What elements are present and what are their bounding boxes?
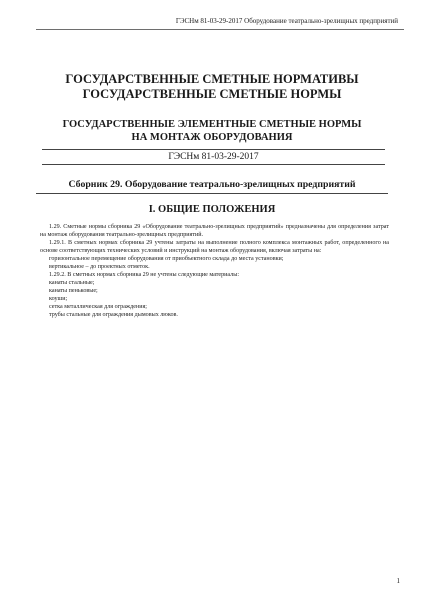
section-title: I. ОБЩИЕ ПОЛОЖЕНИЯ bbox=[148, 204, 276, 215]
list-item: коуши; bbox=[49, 296, 68, 302]
main-title-line-1: ГОСУДАРСТВЕННЫЕ СМЕТНЫЕ НОРМАТИВЫ bbox=[65, 72, 359, 86]
page-number: 1 bbox=[396, 577, 400, 585]
document-code: ГЭСНм 81-03-29-2017 bbox=[42, 149, 385, 165]
main-title-line-2: ГОСУДАРСТВЕННЫЕ СМЕТНЫЕ НОРМЫ bbox=[82, 87, 342, 101]
paragraph-1-29-1: 1.29.1. В сметных нормах сборника 29 учтены затраты на выполнение полного комплекса монтажных работ, определенного на основе соответствующих технических условий и инструкций на монтаж оборудования, включая затраты на: bbox=[40, 240, 389, 254]
body-text bbox=[40, 223, 389, 319]
main-title bbox=[30, 72, 394, 102]
running-header: ГЭСНм 81-03-29-2017 Оборудование театрально-зрелищных предприятий bbox=[175, 17, 398, 25]
list-item: горизонтальное перемещение оборудования от приобъектного склада до места установки; bbox=[49, 256, 284, 262]
collection-rule bbox=[36, 193, 388, 194]
header-rule bbox=[36, 29, 404, 30]
sub-title bbox=[30, 119, 394, 144]
sub-title-line-2: НА МОНТАЖ ОБОРУДОВАНИЯ bbox=[131, 131, 293, 143]
list-item: канаты стальные; bbox=[49, 280, 95, 286]
paragraph-1-29-2: 1.29.2. В сметных нормах сборника 29 не учтены следующие материалы: bbox=[49, 272, 240, 278]
list-item: трубы стальные для ограждения дымовых люков. bbox=[49, 312, 178, 318]
list-item: канаты пеньковые; bbox=[49, 288, 98, 294]
collection-title: Сборник 29. Оборудование театрально-зрелищных предприятий bbox=[68, 179, 356, 190]
list-item: вертикальное – до проектных отметок. bbox=[49, 264, 150, 270]
sub-title-line-1: ГОСУДАРСТВЕННЫЕ ЭЛЕМЕНТНЫЕ СМЕТНЫЕ НОРМЫ bbox=[62, 119, 362, 130]
list-item: сетка металлическая для ограждения; bbox=[49, 304, 147, 310]
paragraph-1-29: 1.29. Сметные нормы сборника 29 «Оборудование театрально-зрелищных предприятий» предназначены для определения затрат на монтаж оборудования театрально-зрелищных предприятий. bbox=[40, 224, 389, 238]
